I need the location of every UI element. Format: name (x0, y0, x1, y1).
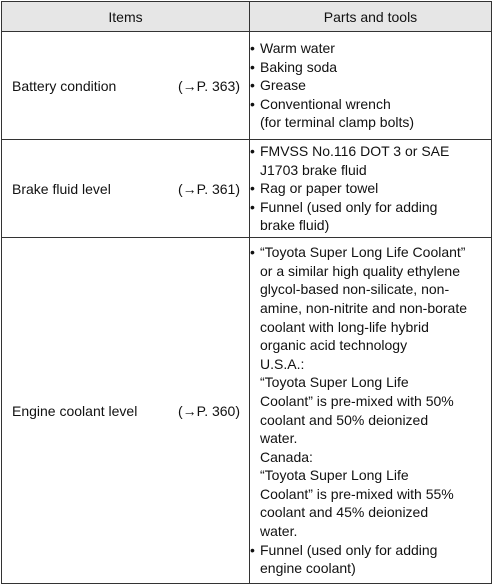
parts-cell (250, 32, 492, 140)
parts-list (250, 142, 491, 235)
parts-cell (250, 140, 492, 238)
item-cell (2, 32, 250, 140)
item-cell (2, 238, 250, 584)
table-row-engine-coolant (2, 238, 492, 584)
header-items: Items (2, 2, 250, 32)
list-item: • Warm water (250, 39, 491, 58)
list-item: • Conventional wrench (for terminal clamp bolts) (250, 95, 491, 132)
header-parts: Parts and tools (250, 2, 492, 32)
page-reference: (→P. 361) (178, 180, 240, 197)
item-name: Battery condition (12, 77, 117, 94)
list-item: • Funnel (used only for adding brake fluid) (250, 198, 491, 235)
maintenance-table (1, 1, 492, 584)
list-item: • Rag or paper towel (250, 179, 491, 198)
item-name: Brake fluid level (12, 180, 111, 197)
list-item: • Grease (250, 76, 491, 95)
parts-list (250, 243, 491, 578)
item-cell (2, 140, 250, 238)
page-reference: (→P. 363) (178, 77, 240, 94)
page-reference: (→P. 360) (178, 402, 240, 419)
header-row (2, 2, 492, 32)
list-item: • Funnel (used only for adding engine coolant) (250, 541, 491, 578)
table-row-battery (2, 32, 492, 140)
list-item: • FMVSS No.116 DOT 3 or SAE J1703 brake fluid (250, 142, 491, 179)
table-row-brake-fluid (2, 140, 492, 238)
list-item: • Baking soda (250, 58, 491, 77)
item-name: Engine coolant level (12, 402, 138, 419)
parts-list (250, 39, 491, 132)
parts-cell (250, 238, 492, 584)
list-item: • “Toyota Super Long Life Coolant” or a similar high quality ethylene glycol-based non-silicate, non- amine, non-nitrite and non-borate coolant with long-life hybrid organic acid technology U.S.A.: “Toyota Super Long Life Coolant” is pre-mixed with 50% coolant and 50% deionized water. Canada: “Toyota Super Long Life Coolant” is pre-mixed with 55% coolant and 45% deionized water. (250, 243, 491, 541)
